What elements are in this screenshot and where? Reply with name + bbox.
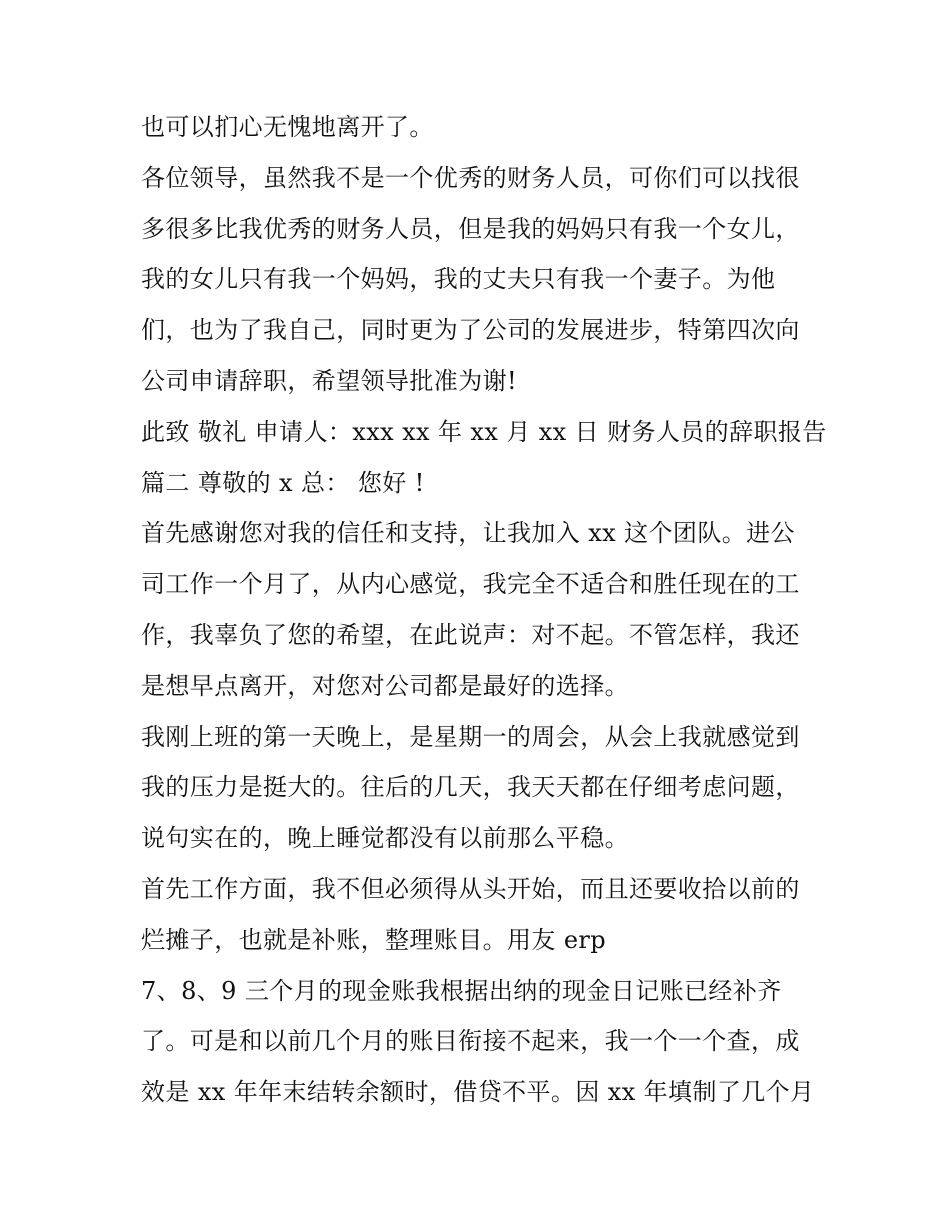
text-line: 我刚上班的第一天晚上，是星期一的周会，从会上我就感觉到: [141, 722, 800, 751]
text-line: 司工作一个月了，从内心感觉，我完全不适合和胜任现在的工: [141, 570, 800, 599]
text-line: 多很多比我优秀的财务人员，但是我的妈妈只有我一个女儿，: [141, 214, 800, 243]
text-line: 了。可是和以前几个月的账目衔接不起来，我一个一个查，成: [141, 1027, 800, 1056]
document-body: [141, 108, 827, 1124]
text-line: 各位领导，虽然我不是一个优秀的财务人员，可你们可以找很: [141, 163, 800, 192]
text-line: 们，也为了我自己，同时更为了公司的发展进步，特第四次向: [141, 316, 800, 345]
text-line: 作，我辜负了您的希望，在此说声：对不起。不管怎样，我还: [141, 620, 800, 649]
text-line: 我的女儿只有我一个妈妈，我的丈夫只有我一个妻子。为他: [141, 265, 776, 294]
text-line: 篇二 尊敬的 x 总： 您好 !: [141, 468, 425, 497]
text-line: 说句实在的，晚上睡觉都没有以前那么平稳。: [141, 824, 629, 853]
text-line: 是想早点离开，对您对公司都是最好的选择。: [141, 671, 629, 700]
text-line: 首先工作方面，我不但必须得从头开始，而且还要收拾以前的: [141, 874, 800, 903]
text-line: 效是 xx 年年末结转余额时，借贷不平。因 xx 年填制了几个月: [141, 1078, 815, 1107]
text-line: 此致 敬礼 申请人：xxx xx 年 xx 月 xx 日 财务人员的辞职报告: [141, 417, 827, 446]
text-line: 我的压力是挺大的。往后的几天，我天天都在仔细考虑问题，: [141, 773, 800, 802]
text-line: 烂摊子，也就是补账，整理账目。用友 erp: [141, 925, 607, 954]
text-line: 首先感谢您对我的信任和支持，让我加入 xx 这个团队。进公: [141, 519, 795, 548]
text-line: 7、8、9 三个月的现金账我根据出纳的现金日记账已经补齐: [141, 976, 782, 1005]
text-line: 也可以扪心无愧地离开了。: [141, 113, 434, 141]
text-line: 公司申请辞职，希望领导批准为谢!: [141, 366, 518, 395]
